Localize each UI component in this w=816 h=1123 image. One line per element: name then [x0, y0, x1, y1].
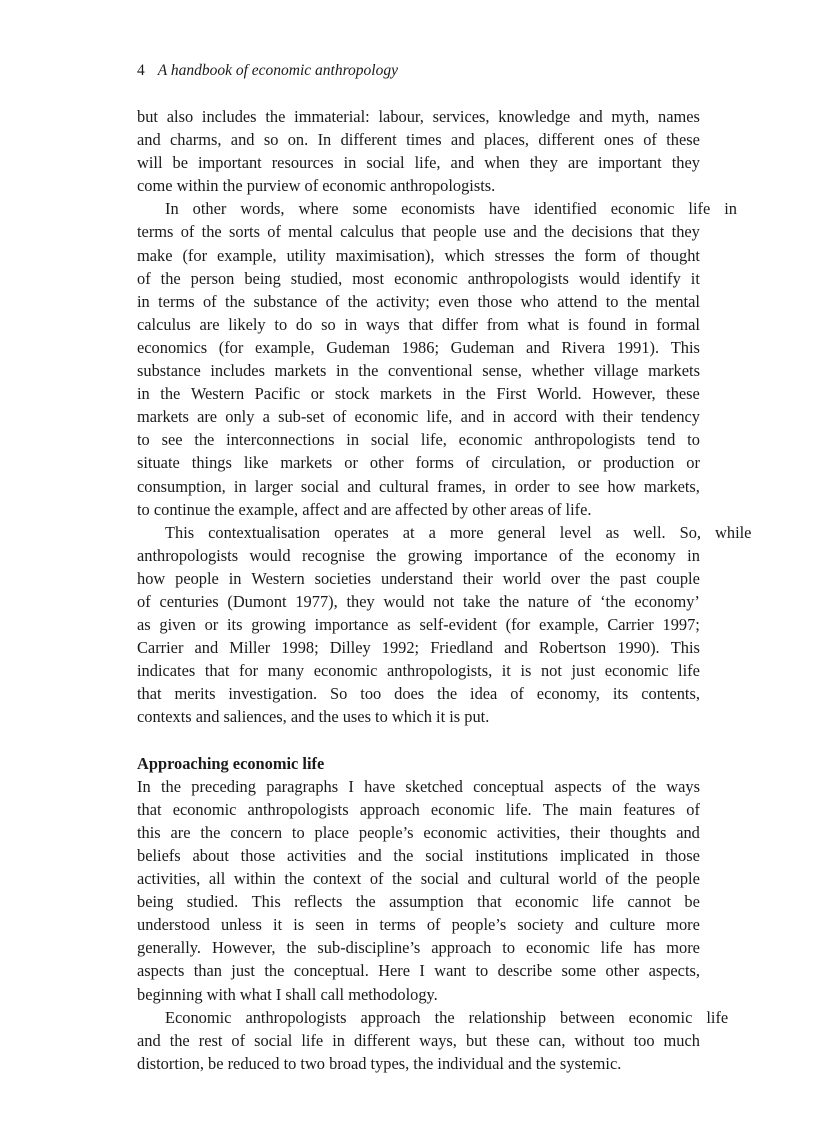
text-line: will be important resources in social life, and when they are important they: [137, 153, 700, 173]
text-line: consumption, in larger social and cultural frames, in order to see how markets,: [137, 476, 700, 496]
paragraph: [137, 105, 700, 197]
text-line: in the Western Pacific or stock markets in the First World. However, these: [137, 384, 700, 404]
text-line: In other words, where some economists have identified economic life in: [165, 199, 737, 219]
text-line: in terms of the substance of the activity; even those who attend to the mental: [137, 291, 700, 311]
running-head: [137, 59, 700, 82]
text-line: and the rest of social life in different ways, but these can, without too much: [137, 1030, 700, 1050]
text-line: that merits investigation. So too does the idea of economy, its contents,: [137, 684, 700, 704]
text-line: how people in Western societies understand their world over the past couple: [137, 568, 700, 588]
text-line: but also includes the immaterial: labour, services, knowledge and myth, names: [137, 107, 700, 126]
text-line: activities, all within the context of the social and cultural world of the people: [137, 869, 700, 889]
book-title: A handbook of economic anthropology: [157, 62, 398, 79]
page-number: 4: [137, 62, 145, 79]
text-line: make (for example, utility maximisation), which stresses the form of thought: [137, 245, 700, 265]
paragraph: [137, 521, 752, 729]
heading-spacer: [137, 729, 700, 752]
text-line: indicates that for many economic anthropologists, it is not just economic life: [137, 661, 700, 681]
text-line: generally. However, the sub-discipline’s approach to economic life has more: [137, 938, 700, 958]
text-line: distortion, be reduced to two broad types, the individual and the systemic.: [137, 1053, 622, 1073]
text-line: as given or its growing importance as self-evident (for example, Carrier 1997;: [137, 615, 700, 635]
text-line: substance includes markets in the conventional sense, whether village markets: [137, 361, 700, 381]
text-line: economics (for example, Gudeman 1986; Gudeman and Rivera 1991). This: [137, 337, 700, 357]
text-line: In the preceding paragraphs I have sketched conceptual aspects of the ways: [137, 776, 700, 796]
body-text-block: [137, 105, 752, 1075]
text-line: beginning with what I shall call methodology.: [137, 984, 438, 1004]
text-line: of centuries (Dumont 1977), they would not take the nature of ‘the economy’: [137, 591, 700, 611]
text-line: calculus are likely to do so in ways that differ from what is found in formal: [137, 314, 700, 334]
text-line: terms of the sorts of mental calculus that people use and the decisions that they: [137, 222, 700, 242]
text-line: to continue the example, affect and are affected by other areas of life.: [137, 499, 592, 519]
text-line: anthropologists would recognise the growing importance of the economy in: [137, 545, 700, 565]
text-line: come within the purview of economic anthropologists.: [137, 176, 496, 196]
section-heading: Approaching economic life: [137, 753, 325, 773]
text-line: Economic anthropologists approach the relationship between economic life: [165, 1007, 729, 1027]
paragraph: [137, 197, 737, 520]
text-line: understood unless it is seen in terms of people’s society and culture more: [137, 915, 700, 935]
text-line: and charms, and so on. In different times and places, different ones of these: [137, 130, 700, 150]
paragraph: [137, 775, 700, 1006]
text-line: contexts and saliences, and the uses to which it is put.: [137, 707, 490, 727]
text-line: aspects than just the conceptual. Here I want to describe some other aspects,: [137, 961, 700, 981]
text-line: markets are only a sub-set of economic life, and in accord with their tendency: [137, 407, 700, 427]
text-line: This contextualisation operates at a more general level as well. So, while: [165, 522, 752, 542]
text-line: of the person being studied, most economic anthropologists would identify it: [137, 268, 700, 288]
text-line: situate things like markets or other forms of circulation, or production or: [137, 453, 700, 473]
text-line: to see the interconnections in social life, economic anthropologists tend to: [137, 430, 700, 450]
text-line: this are the concern to place people’s economic activities, their thoughts and: [137, 822, 700, 842]
text-line: being studied. This reflects the assumption that economic life cannot be: [137, 892, 700, 912]
text-line: beliefs about those activities and the social institutions implicated in those: [137, 846, 700, 865]
text-line: that economic anthropologists approach economic life. The main features of: [137, 799, 700, 819]
paragraph: [137, 1006, 729, 1075]
text-line: Carrier and Miller 1998; Dilley 1992; Friedland and Robertson 1990). This: [137, 638, 700, 658]
